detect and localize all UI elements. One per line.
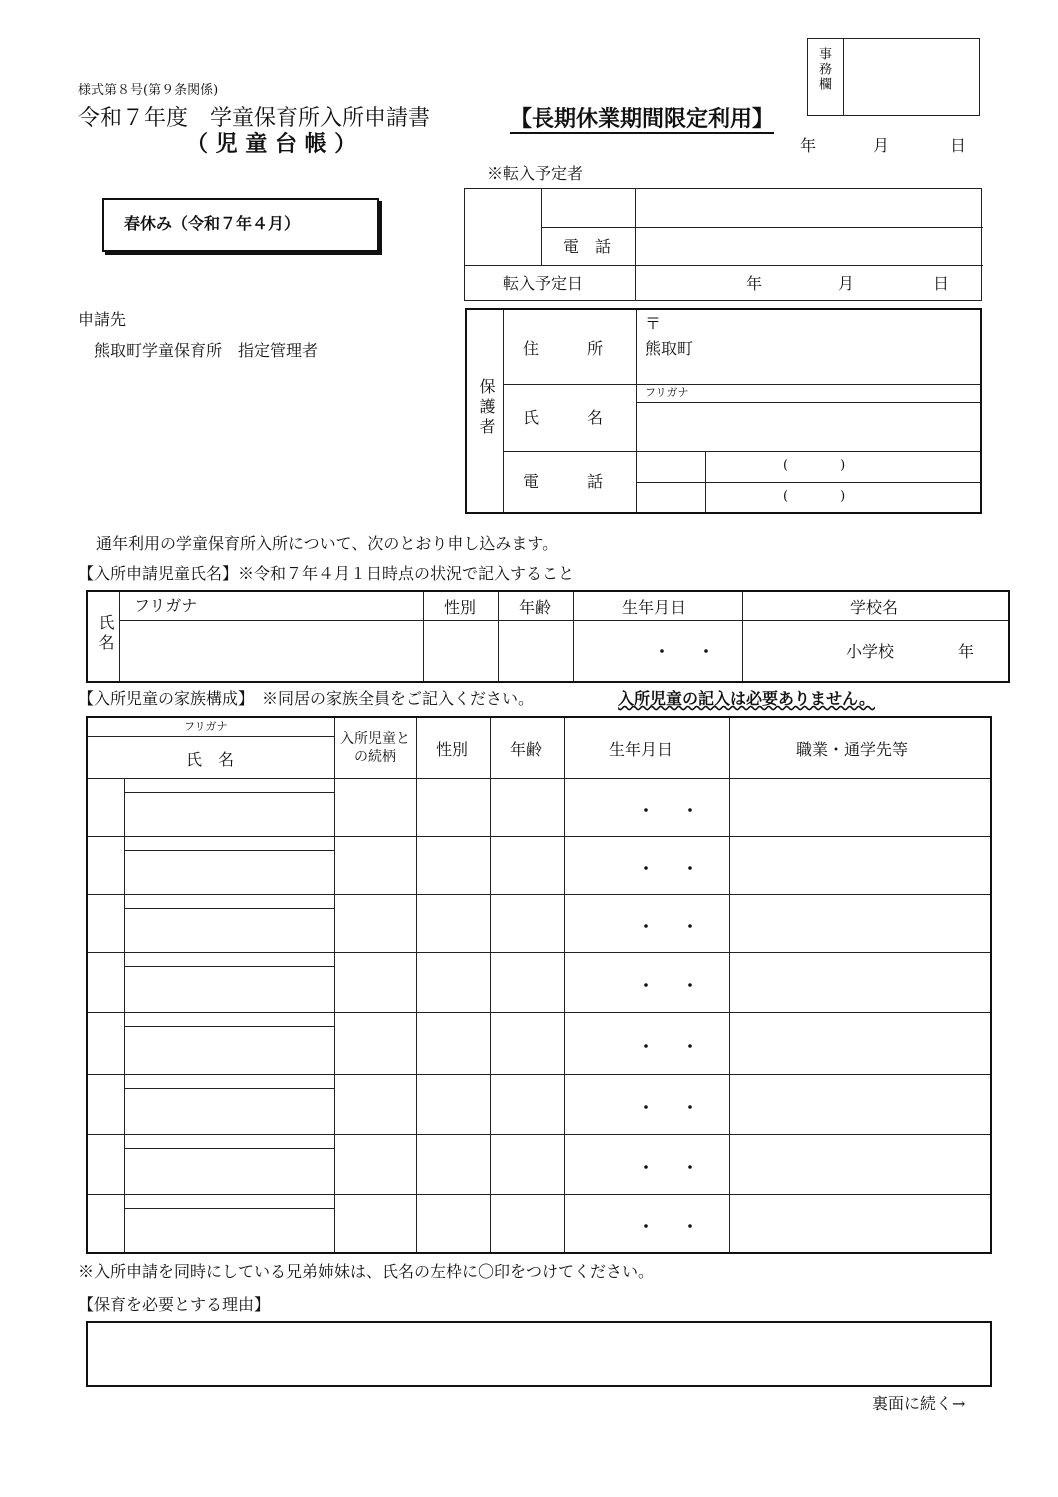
form-number: 様式第８号(第９条関係) (78, 83, 219, 98)
family-row[interactable] (88, 836, 990, 894)
transfer-date-label: 転入予定日 (503, 274, 584, 293)
family-row[interactable] (88, 1194, 990, 1252)
transfer-table: 電 話 転入予定日 年 月 日 (464, 188, 982, 301)
family-section-note-bold: 入所児童の記入は必要ありません。 (618, 689, 875, 708)
family-row-birth-dots: ・・ (638, 801, 727, 820)
date-year: 年 (800, 136, 817, 155)
guardian-label: 保護者 (477, 378, 496, 438)
family-row[interactable] (88, 952, 990, 1012)
sibling-note: ※入所申請を同時にしている兄弟姉妹は、氏名の左枠に〇印をつけてください。 (78, 1262, 655, 1281)
period-box: 春休み（令和７年４月） (102, 198, 379, 252)
family-section-heading: 【入所児童の家族構成】 ※同居の家族全員をご記入ください。 (78, 689, 535, 708)
town-name: 熊取町 (645, 339, 694, 358)
reason-box[interactable] (86, 1321, 992, 1387)
continue-note: 裏面に続く→ (872, 1394, 966, 1413)
guardian-phone-label: 電 話 (523, 472, 604, 491)
family-row[interactable] (88, 894, 990, 952)
applicant-to-label: 申請先 (78, 310, 127, 329)
date-month: 月 (873, 136, 890, 155)
family-row-birth-dots: ・・ (638, 976, 727, 995)
family-row[interactable] (88, 1012, 990, 1074)
page-subtitle: （ 児 童 台 帳 ） (186, 131, 357, 157)
child-table: 氏名 フリガナ 性別 年齢 生年月日 学校名 ・・ 小学校 年 (86, 590, 1010, 683)
family-row-birth-dots: ・・ (638, 1098, 727, 1117)
family-row-birth-dots: ・・ (638, 859, 727, 878)
family-row-birth-dots: ・・ (638, 1217, 727, 1236)
child-section-heading: 【入所申請児童氏名】※令和７年４月１日時点の状況で記入すること (78, 564, 575, 583)
family-row[interactable] (88, 778, 990, 836)
transfer-note: ※転入予定者 (487, 164, 584, 183)
child-name-label: 氏名 (96, 614, 115, 654)
intro-text: 通年利用の学童保育所入所について、次のとおり申し込みます。 (96, 534, 559, 553)
office-box (807, 38, 980, 116)
family-row-birth-dots: ・・ (638, 1037, 727, 1056)
page-title: 令和７年度 学童保育所入所申請書 (78, 106, 431, 131)
guardian-furigana: フリガナ (645, 386, 689, 399)
office-label: 事務欄 (816, 47, 831, 92)
family-row-birth-dots: ・・ (638, 1158, 727, 1177)
reason-heading: 【保育を必要とする理由】 (78, 1295, 271, 1314)
applicant-to-name: 熊取町学童保育所 指定管理者 (94, 341, 319, 360)
postal-mark: 〒 (645, 314, 662, 333)
family-row[interactable] (88, 1134, 990, 1194)
family-row[interactable] (88, 1074, 990, 1134)
guardian-name-label: 氏 名 (523, 408, 604, 427)
address-label: 住 所 (523, 339, 604, 358)
guardian-table: 保護者 住 所 〒 熊取町 フリガナ 氏 名 電 話 ( ) ( ) (465, 308, 982, 514)
date-day: 日 (950, 136, 967, 155)
family-row-birth-dots: ・・ (638, 917, 727, 936)
family-table: フリガナ 氏 名 入所児童との続柄 性別 年齢 生年月日 職業・通学先等 ・・ ・・ ・・ ・・ ・・ ・・ ・・ ・・ (86, 716, 992, 1254)
limited-use-title: 【長期休業期間限定利用】 (510, 106, 775, 132)
transfer-phone-label: 電 話 (563, 237, 612, 256)
